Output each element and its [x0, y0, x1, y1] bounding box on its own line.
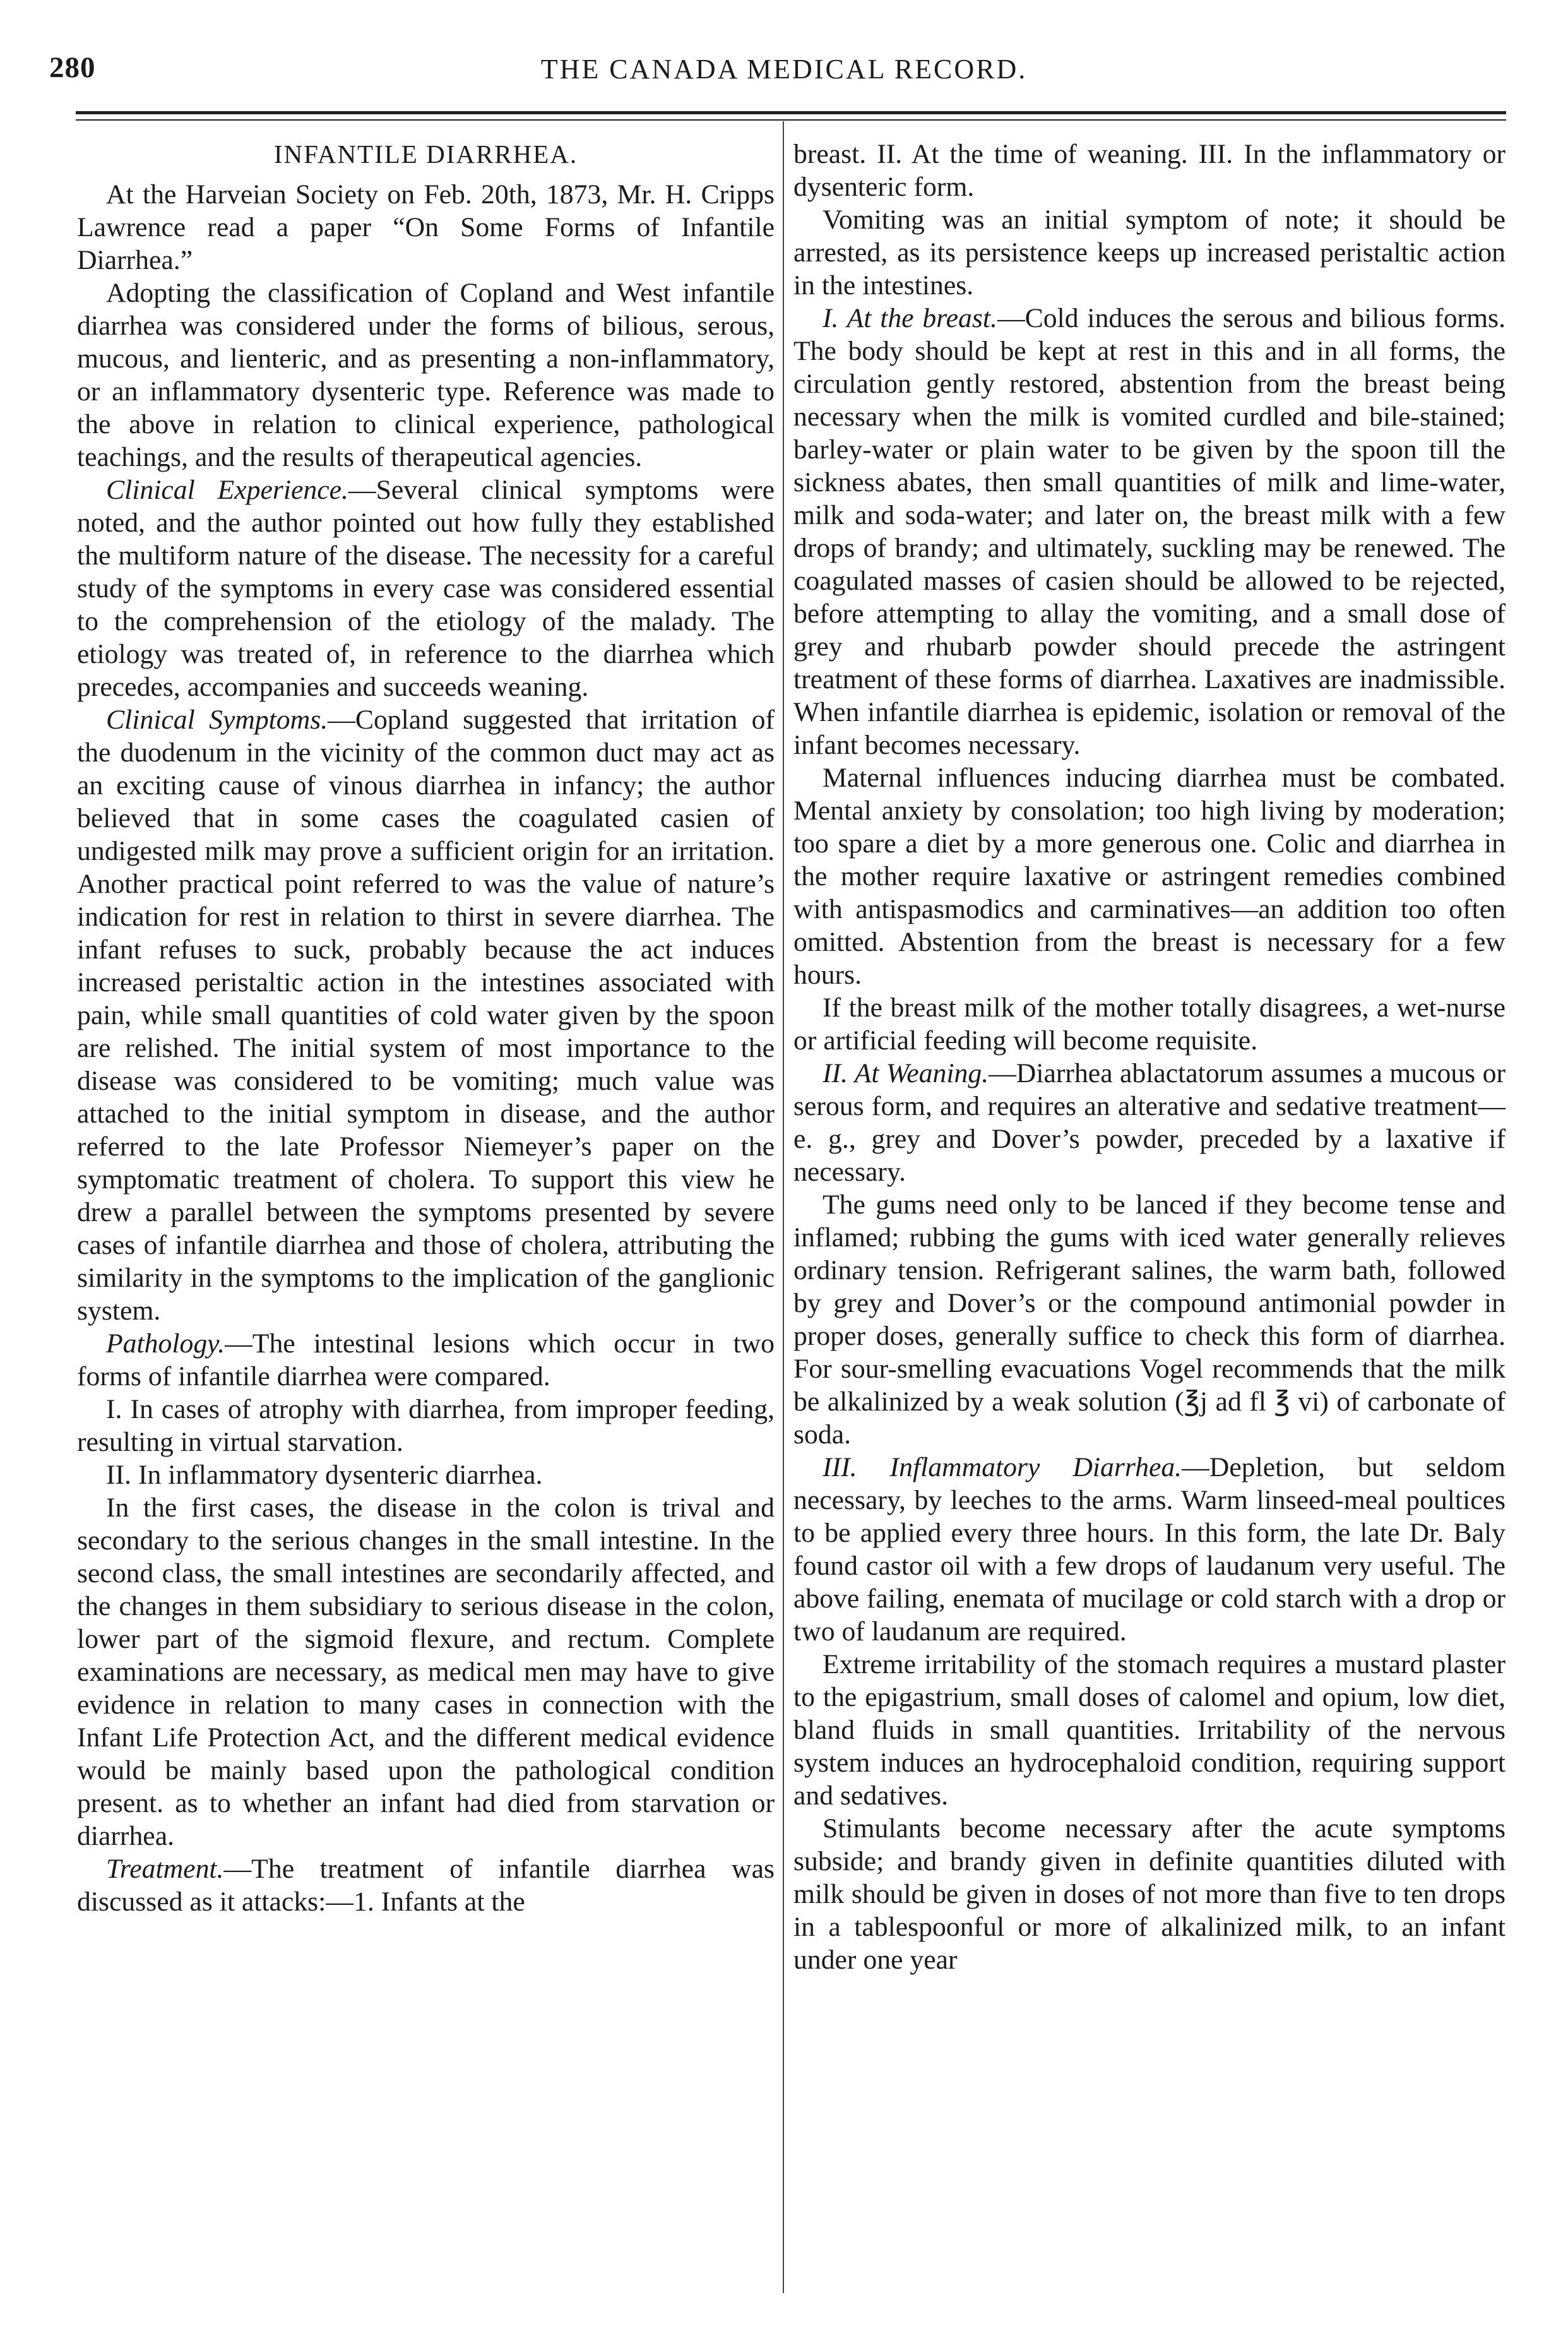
paragraph [77, 1852, 775, 1918]
column-divider [783, 121, 784, 2293]
right-paragraphs [793, 138, 1506, 1976]
paragraph [77, 277, 775, 474]
paragraph-text: II. In inflammatory dysenteric diarrhea. [106, 1460, 543, 1490]
paragraph-heading: I. At the breast. [823, 303, 997, 333]
left-paragraphs [77, 178, 775, 1918]
article-title: INFANTILE DIARRHEA. [273, 140, 578, 169]
paragraph-text: breast. II. At the time of weaning. III. In the inflammatory or dysenteric form. [793, 139, 1506, 202]
paragraph [793, 302, 1506, 761]
right-column [793, 138, 1506, 1976]
paragraph [793, 991, 1506, 1057]
paragraph [77, 703, 775, 1327]
paragraph [793, 1812, 1506, 1976]
paragraph-heading: Pathology. [106, 1328, 225, 1359]
running-title: THE CANADA MEDICAL RECORD. [540, 54, 1028, 85]
paragraph-text: Stimulants become necessary after the acute symptoms subside; and brandy given in definite quantities diluted with milk should be given in doses of not more than five to ten drops in a tablespoonful or more of alkalinized milk, to an infant under one year [793, 1813, 1506, 1975]
paragraph-text: Maternal influences inducing diarrhea must be combated. Mental anxiety by consolation; too high living by moderation; too spare a diet by a more generous one. Colic and diarrhea in the mother require laxative or astringent remedies combined with antispasmodics and carminatives—an addition too often omitted. Abstention from the breast is necessary for a few hours. [793, 763, 1506, 990]
paragraph-text: —Several clinical symptoms were noted, and the author pointed out how fully they established the multiform nature of the disease. The necessity for a careful study of the symptoms in every case was considered essential to the comprehension of the etiology of the malady. The etiology was treated of, in reference to the diarrhea which precedes, accompanies and succeeds weaning. [77, 475, 775, 702]
paragraph [77, 474, 775, 703]
paragraph [793, 1188, 1506, 1451]
paragraph [77, 1491, 775, 1852]
paragraph [793, 1648, 1506, 1812]
header-rule-thick [76, 111, 1506, 114]
paragraph-text: Adopting the classification of Copland and West infantile diarrhea was considered under the forms of bilious, serous, mucous, and lienteric, and as presenting a non-inflammatory, or an inflammatory dysenteric type. Reference was made to the above in relation to clinical experience, pathological teachings, and the results of therapeutical agencies. [77, 278, 775, 472]
paragraph [77, 1327, 775, 1393]
paragraph-text: In the first cases, the disease in the colon is trival and secondary to the serious changes in the small intestine. In the second class, the small intestines are secondarily affected, and the changes in them subsidiary to serious disease in the colon, lower part of the sigmoid flexure, and rectum. Complete examinations are necessary, as medical men may have to give evidence in relation to many cases in connection with the Infant Life Protection Act, and the different medical evidence would be mainly based upon the pathological condition present. as to whether an infant had died from starvation or diarrhea. [77, 1493, 775, 1851]
paragraph-text: —Cold induces the serous and bilious forms. The body should be kept at rest in this and in all forms, the circulation gently restored, abstention from the breast being necessary when the milk is vomited curdled and bile-stained; barley-water or plain water to be given by the spoon till the sickness abates, then small quantities of milk and lime-water, milk and soda-water; and later on, the breast milk with a few drops of brandy; and ultimately, suckling may be renewed. The coagulated masses of casien should be allowed to be rejected, before attempting to allay the vomiting, and a small dose of grey and rhubarb powder should precede the astringent treatment of these forms of diarrhea. Laxatives are inadmissible. When infantile diarrhea is epidemic, isolation or removal of the infant becomes necessary. [793, 303, 1506, 760]
paragraph [793, 761, 1506, 991]
paragraph [77, 178, 775, 277]
paragraph-text: —The intestinal lesions which occur in two forms of infantile diarrhea were compared. [77, 1328, 775, 1392]
paragraph [793, 203, 1506, 302]
paragraph [793, 1057, 1506, 1188]
paragraph-text: Vomiting was an initial symptom of note; it should be arrested, as its persistence keeps up increased peristaltic action in the intestines. [793, 205, 1506, 301]
paragraph [77, 1393, 775, 1458]
left-column [77, 138, 775, 1918]
paragraph-text: I. In cases of atrophy with diarrhea, from improper feeding, resulting in virtual starvation. [77, 1394, 775, 1457]
paragraph-heading: II. At Weaning. [823, 1058, 989, 1088]
paragraph [77, 1458, 775, 1491]
paragraph-text: Extreme irritability of the stomach requires a mustard plaster to the epigastrium, small doses of calomel and opium, low diet, bland fluids in small quantities. Irritability of the nervous system induces an hydrocephaloid condition, requiring support and sedatives. [793, 1649, 1506, 1811]
paragraph-heading: Clinical Experience. [106, 475, 348, 505]
paragraph-text: —Depletion, but seldom necessary, by leeches to the arms. Warm linseed-meal poultices to be applied every three hours. In this form, the late Dr. Baly found castor oil with a few drops of laudanum very useful. The above failing, enemata of mucilage or cold starch with a drop or two of laudanum are required. [793, 1452, 1506, 1647]
page-number: 280 [49, 51, 96, 84]
paragraph-heading: III. Inflammatory Diarrhea. [823, 1452, 1182, 1482]
paragraph-heading: Treatment. [106, 1854, 224, 1884]
paragraph [793, 1451, 1506, 1648]
paragraph-text: At the Harveian Society on Feb. 20th, 1873, Mr. H. Cripps Lawrence read a paper “On Some Forms of Infantile Diarrhea.” [77, 179, 775, 275]
paragraph-text: —The treatment of infantile diarrhea was discussed as it attacks:—1. Infants at the [77, 1854, 775, 1917]
paragraph-heading: Clinical Symptoms. [106, 705, 328, 735]
header-rule-thin [76, 119, 1506, 121]
paragraph-text: If the breast milk of the mother totally disagrees, a wet-nurse or artificial feeding will become requisite. [793, 993, 1506, 1056]
paragraph-text: —Copland suggested that irritation of the duodenum in the vicinity of the common duct may act as an exciting cause of vinous diarrhea in infancy; the author believed that in some cases the coagulated casien of undigested milk may prove a sufficient origin for an irritation. Another practical point referred to was the value of nature’s indication for rest in relation to thirst in severe diarrhea. The infant refuses to suck, probably because the act induces increased peristaltic action in the intestines associated with pain, while small quantities of cold water given by the spoon are relished. The initial system of most importance to the disease was considered to be vomiting; much value was attached to the initial symptom in disease, and the author referred to the late Professor Niemeyer’s paper on the symptomatic treatment of cholera. To support this view he drew a parallel between the symptoms presented by severe cases of infantile diarrhea and those of cholera, attributing the similarity in the symptoms to the implication of the ganglionic system. [77, 705, 775, 1326]
paragraph-text: The gums need only to be lanced if they become tense and inflamed; rubbing the gums with iced water generally relieves ordinary tension. Refrigerant salines, the warm bath, followed by grey and Dover’s or the compound antimonial powder in proper doses, generally suffice to check this form of diarrhea. For sour-smelling evacuations Vogel recommends that the milk be alkalinized by a weak solution (℥j ad fl ℥ vi) of carbonate of soda. [793, 1189, 1506, 1450]
paragraph [793, 138, 1506, 203]
paragraph-text: —Diarrhea ablactatorum assumes a mucous or serous form, and requires an alterative and sedative treatment—e. g., grey and Dover’s powder, preceded by a laxative if necessary. [793, 1058, 1506, 1187]
